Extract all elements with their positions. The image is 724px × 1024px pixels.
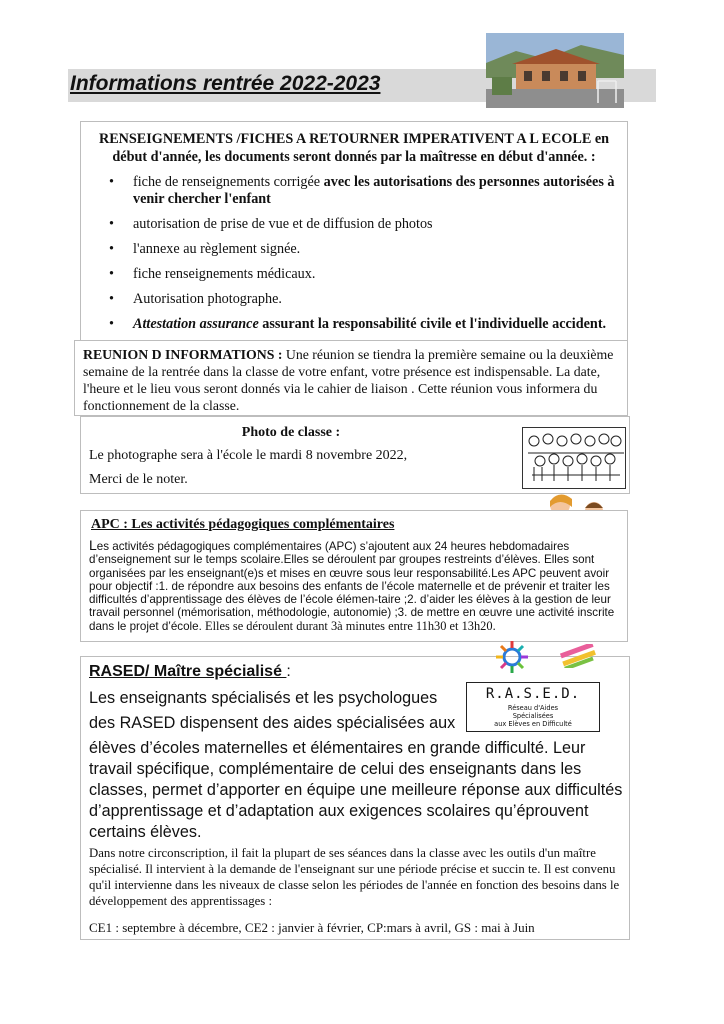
list-item-emphasis-italic: Attestation assurance [133,316,259,332]
rased-intro-line2: des RASED dispensent des aides spécialisées aux [89,714,456,732]
meeting-text: Une réunion se tiendra la première semaine ou la deuxième semaine de la rentrée dans la classe de votre enfant, votre présence est indispensable. La date, l'heure et le lieu vous seront donnés via le cahier de liaison . Cette réunion vous informera du fonctionnement de la classe. [83,347,614,413]
rased-logo [466,682,600,732]
list-item-text: Autorisation photographe. [133,291,282,307]
page-title: Informations rentrée 2022-2023 [70,72,381,95]
class-photo-note: Merci de le noter. [89,472,188,487]
children-circle-icon [484,640,540,674]
meeting-paragraph [83,346,619,414]
rased-logo-title: R.A.S.E.D. [485,686,581,702]
list-item [97,216,617,233]
class-photo-date: Le photographe sera à l'école le mardi 8 novembre 2022, [89,448,408,463]
list-item [97,291,617,308]
list-item-text: l'annexe au règlement signée. [133,241,301,257]
documents-section [80,121,628,341]
apc-paragraph [89,539,621,633]
apc-heading: APC : Les activités pédagogiques complémentaires [91,517,395,532]
documents-list [97,174,617,341]
class-group-drawing-icon [522,427,626,489]
list-item [97,266,617,283]
rased-heading-colon: : [286,663,291,680]
rased-intro-line1: Les enseignants spécialisés et les psychologues [89,689,438,707]
rased-heading [89,663,291,681]
apc-first-letter: L [89,537,97,553]
apc-section [80,510,628,642]
school-building-photo [486,33,624,108]
list-item [97,316,617,333]
list-item-text: fiche de renseignements corrigée [133,174,324,190]
list-item [97,174,617,208]
list-item-emphasis: assurant la responsabilité civile et l'individuelle accident. [258,316,607,332]
list-item-emphasis: avec les autorisations des personnes autorisées à venir chercher l'enfant [133,174,615,207]
rased-heading-title: RASED/ Maître spécialisé [89,663,287,680]
documents-heading: RENSEIGNEMENTS /FICHES A RETOURNER IMPERATIVENT A L ECOLE en début d'année, les documents seront donnés par la maîtresse en début d'année. : [98,131,610,165]
crayons-icon [556,644,600,668]
apc-text: es activités pédagogiques complémentaires (APC) s’ajoutent aux 24 heures hebdomadaires d’enseignement sur le temps scolaire.Elles se déroulent par groupes restreints d’élèves. Elles sont organisées par les enseignant(e)s et mises en œuvre sous leur responsabilité.Les APC peuvent avoir pour objectif :1. de répondre aux besoins des enfants de l’école maternelle et de prévenir et traiter les difficultés d’apprentissage des élèves de l’école élémen-taire ;2. d’aider les élèves à la gestion de leur travail personnel (mémorisation, méthodologie, autonomie) ;3. de mettre en œuvre une activité inscrite dans le projet d’école. [89,540,615,633]
rased-details: Dans notre circonscription, il fait la plupart de ses séances dans la classe avec les outils d'un maître spécialisé. Il intervient à la demande de l'enseignant sur une période précise et succin te. Il est convenu qu'il intervienne dans les niveaux de classe selon les périodes de l'année en fonction des besoins dans le développement des apprentissages : [89,846,620,908]
rased-logo-subtitle: Réseau d'Aides Spécialisées aux Elèves en Difficulté [494,704,572,728]
list-item [97,241,617,258]
list-item-text: autorisation de prise de vue et de diffusion de photos [133,216,433,232]
class-photo-heading: Photo de classe : [241,425,341,440]
meeting-label: REUNION D INFORMATIONS : [83,347,286,362]
list-item-text: fiche renseignements médicaux. [133,266,316,282]
rased-intro-rest: élèves d’écoles maternelles et élémentaires en grande difficulté. Leur travail spécifique, complémentaire de celui des enseignants dans les classes, permet d’apporter en équipe une meilleure réponse aux difficultés d’apprentissage et d’adaptation aux exigences scolaires qu’éprouvent certains élèves. [89,739,623,841]
apc-schedule: Elles se déroulent durant 3à minutes entre 11h30 et 13h20. [205,618,496,633]
rased-schedule: CE1 : septembre à décembre, CE2 : janvier à février, CP:mars à avril, GS : mai à Juin [89,920,535,935]
meeting-section [74,340,628,416]
